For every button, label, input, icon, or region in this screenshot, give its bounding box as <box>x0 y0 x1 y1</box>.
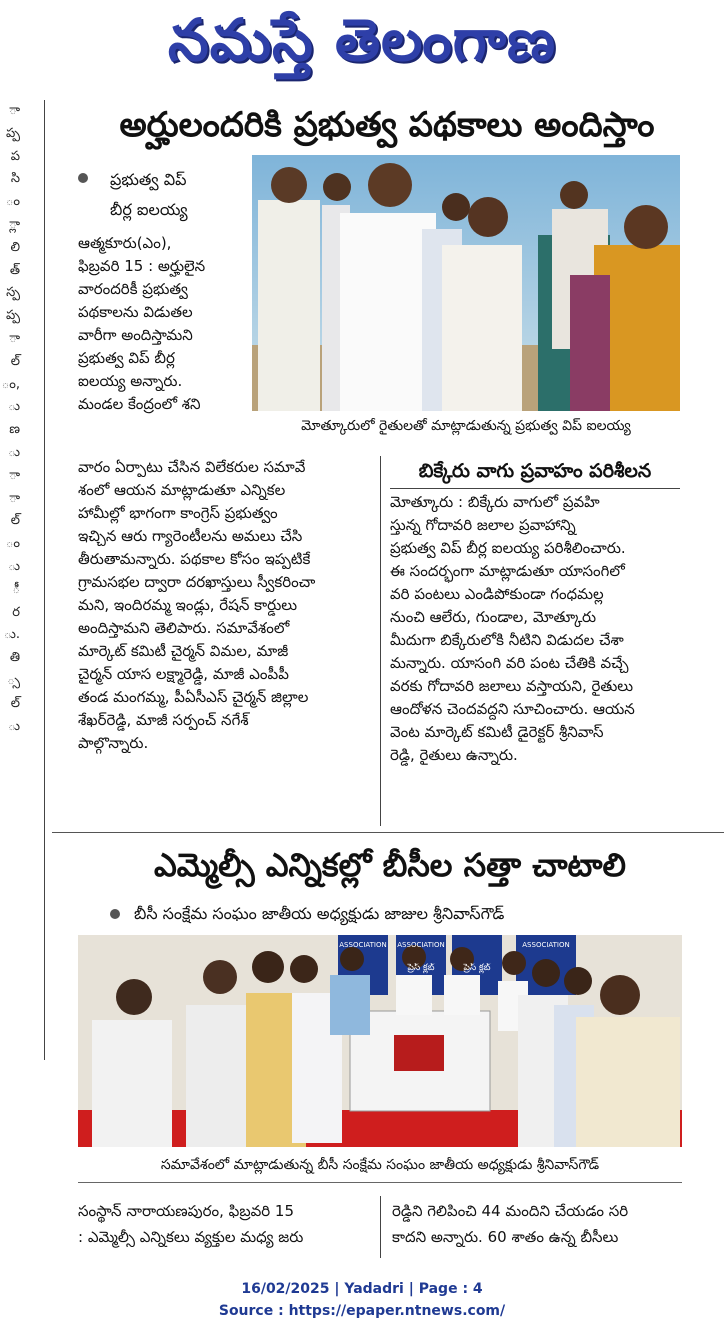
article3-col2-line: రెడ్డిని గెలిపించి 44 మందిని చేయడం సరి <box>392 1202 629 1220</box>
left-fragment-line: స్ప <box>6 285 20 301</box>
left-fragment-line: ప్ప <box>6 308 20 324</box>
banner-text-3: ASSOCIATION <box>522 941 570 949</box>
article1-body-wide <box>78 456 370 826</box>
article3-body-col1 <box>78 1198 368 1254</box>
left-fragment-line: ర <box>12 604 20 620</box>
article1-narrow-line: ఐలయ్య అన్నారు. <box>78 372 183 390</box>
banner-text-1: ASSOCIATION <box>339 941 387 949</box>
article3-body-col2 <box>392 1198 682 1254</box>
article1-photo-caption: మోత్కూరులో రైతులతో మాట్లాడుతున్న ప్రభుత్వ విప్ ఐలయ్య <box>301 418 631 434</box>
left-fragment-line: ు <box>7 399 20 415</box>
left-fragment-line: ణ <box>9 422 20 438</box>
masthead-title: నమస్తే తెలంగాణ <box>168 6 556 74</box>
article1-body-narrow <box>78 232 246 464</box>
article3-subhead-text: బీసీ సంక్షేమ సంఘం జాతీయ అధ్యక్షుడు జాజుల శ్రీనివాస్‌గౌడ్ <box>134 904 505 923</box>
article2-line: స్తున్న గోదావరి జలాల ప్రవాహాన్ని <box>390 516 576 534</box>
left-fragment-line: ు <box>7 558 20 574</box>
article1-wide-line: మార్కెట్ కమిటీ చైర్మన్ విమల, మాజీ <box>78 642 289 660</box>
article1-wide-line: తీరుతామన్నారు. పథకాల కోసం ఇప్పటికే <box>78 550 311 568</box>
article1-wide-line: మని, ఇందిరమ్మ ఇండ్లు, రేషన్ కార్డులు <box>78 596 298 614</box>
article2-headline: బిక్కేరు వాగు ప్రవాహం పరిశీలన <box>418 460 652 482</box>
left-fragment-line: ా <box>9 330 20 346</box>
footer-source-link[interactable]: Source : https://epaper.ntnews.com/ <box>218 1303 506 1319</box>
article1-narrow-line: వారీగా అందిస్తామని <box>78 326 193 344</box>
masthead <box>0 0 724 88</box>
article1-wide-line: చైర్మన్ యాస లక్ష్మారెడ్డి, మాజీ ఎంపీపీ <box>78 665 289 683</box>
article1-wide-line: శేఖర్‌రెడ్డి, మాజీ సర్పంచ్ నగేశ్ <box>78 711 249 729</box>
left-fragment-line: లి <box>10 239 20 255</box>
left-fragment-line: ా <box>9 467 20 483</box>
article2-line: ప్రభుత్వ విప్ బీర్ల ఐలయ్య పరిశీలించారు. <box>390 539 626 557</box>
article1-wide-line: ఇచ్చిన ఆరు గ్యారెంటీలను అమలు చేసి <box>78 527 303 545</box>
article1-narrow-line: పథకాలను విడుతల <box>78 303 193 321</box>
banner-text-2: ASSOCIATION <box>397 941 445 949</box>
article1-narrow-line: వారందరికీ ప్రభుత్వ <box>78 280 188 298</box>
article1-wide-line: తండ మంగమ్మ, పీఏసీఎస్ చైర్మన్ జిల్లాల <box>78 688 309 706</box>
column-divider <box>380 1196 381 1258</box>
article2-line: నుంచి ఆలేరు, గుండాల, మోత్కూరు <box>390 608 597 626</box>
left-fragment-line: ప్ప <box>6 125 20 141</box>
article2-line: ఈ సందర్భంగా మాట్లాడుతూ యాసంగిలో <box>390 562 625 580</box>
article3-subhead <box>100 900 700 928</box>
article1-photo <box>252 155 680 411</box>
article1-wide-line: అందిస్తామని తెలిపారు. సమావేశంలో <box>78 619 290 637</box>
footer-date-line: 16/02/2025 | Yadadri | Page : 4 <box>241 1281 483 1297</box>
footer <box>0 1278 724 1322</box>
article1-wide-line: వారం ఏర్పాటు చేసిన విలేకరుల సమావే <box>78 458 306 476</box>
article1-wide-line: శంలో ఆయన మాట్లాడుతూ ఎన్నికల <box>78 481 286 499</box>
article1-wide-line: హామీల్లో భాగంగా కాంగ్రెస్ ప్రభుత్వం <box>78 504 278 522</box>
article1-narrow-line: ఆత్మకూరు(ఎం), <box>78 234 172 252</box>
article1-subhead <box>78 165 248 225</box>
article2-line: మోత్కూరు : బిక్కేరు వాగులో ప్రవహి <box>390 493 600 511</box>
article3-col1-line: సంస్థాన్ నారాయణపురం, ఫిబ్రవరి 15 <box>78 1202 295 1220</box>
article2-line: రెడ్డి, రైతులు ఉన్నారు. <box>390 746 518 764</box>
left-fragment-line: ్స <box>7 672 20 688</box>
article2-rule <box>390 488 680 489</box>
article2-line: మీదుగా బిక్కేరులోకి నీటిని విడుదల చేశా <box>390 631 624 649</box>
left-fragment-line: ా <box>9 103 20 118</box>
left-fragment-line: ్లా <box>9 216 20 232</box>
farmers-meeting-photo <box>252 155 680 411</box>
left-fragment-line: ప <box>10 148 20 164</box>
left-fragment-line: ల్ <box>10 353 20 369</box>
left-fragment-line: ా <box>9 490 20 506</box>
left-fragment-line: ం, <box>1 376 20 392</box>
article1-narrow-line: మండల కేంద్రంలో శని <box>78 395 201 413</box>
article1-narrow-line: ఫిబ్రవరి 15 : అర్హులైన <box>78 257 206 275</box>
article3-headline: ఎమ్మెల్సీ ఎన్నికల్లో బీసీల సత్తా చాటాలి <box>154 846 626 884</box>
article3-col1-line: : ఎమ్మెల్సీ ఎన్నికలు వ్యక్తుల మధ్య జరు <box>78 1228 304 1246</box>
article2-line: వరకు గోదావరి జలాలు వస్తాయని, రైతులు <box>390 677 634 695</box>
caption-rule <box>78 1182 682 1183</box>
article3-photo-caption: సమావేశంలో మాట్లాడుతున్న బీసీ సంక్షేమ సంఘం జాతీయ అధ్యక్షుడు శ్రీనివాస్‌గౌడ్ <box>160 1157 600 1173</box>
left-fragment-line: ల్ <box>10 513 20 529</box>
bullet-icon <box>110 909 120 919</box>
left-fragment-line: ం <box>5 194 20 210</box>
left-fragment-line: ల్ <box>10 695 20 711</box>
left-fragment-line: త్ <box>9 262 20 278</box>
column-divider <box>44 100 45 1060</box>
left-fragment-line: ీ <box>12 581 20 597</box>
left-column-fragments <box>0 100 22 1050</box>
banner-text-4: ప్రెస్ క్లబ్ <box>407 963 435 973</box>
article1-narrow-line: ప్రభుత్వ విప్ బీర్ల <box>78 349 175 367</box>
left-fragment-line: ు <box>7 718 20 734</box>
subhead-line-1: ప్రభుత్వ విప్ <box>110 170 187 189</box>
banner-text-5: ప్రెస్ క్లబ్ <box>463 963 491 973</box>
bullet-icon <box>78 173 88 183</box>
left-fragment-line: ం <box>5 536 20 552</box>
article1-wide-line: గ్రామసభల ద్వారా దరఖాస్తులు స్వీకరించా <box>78 573 316 591</box>
article1-headline: అర్హులందరికి ప్రభుత్వ పథకాలు అందిస్తాం <box>119 105 655 145</box>
article-divider <box>380 456 381 826</box>
article3-photo <box>78 935 682 1147</box>
left-fragment-line: ు <box>7 444 20 460</box>
article2-line: మన్నారు. యాసంగి వరి పంట చేతికి వచ్చే <box>390 654 629 672</box>
article3-col2-line: కాదని అన్నారు. 60 శాతం ఉన్న బీసీలు <box>392 1228 619 1246</box>
article2-line: ఆందోళన చెందవద్దని సూచించారు. ఆయన <box>390 700 635 718</box>
section-divider <box>52 832 724 833</box>
left-fragment-line: తి <box>9 650 20 666</box>
left-fragment-line: ు. <box>3 627 20 643</box>
article2-line: వెంట మార్కెట్ కమిటీ డైరెక్టర్ శ్రీనివాస్ <box>390 723 604 741</box>
article2-line: వరి పంటలు ఎండిపోకుండా గంధమల్ల <box>390 585 604 603</box>
subhead-line-2: బీర్ల ఐలయ్య <box>110 200 188 219</box>
article2-body <box>390 491 680 823</box>
article1-wide-line: పాల్గొన్నారు. <box>78 734 149 752</box>
press-meet-photo <box>78 935 682 1147</box>
left-fragment-line: సి <box>10 171 20 187</box>
